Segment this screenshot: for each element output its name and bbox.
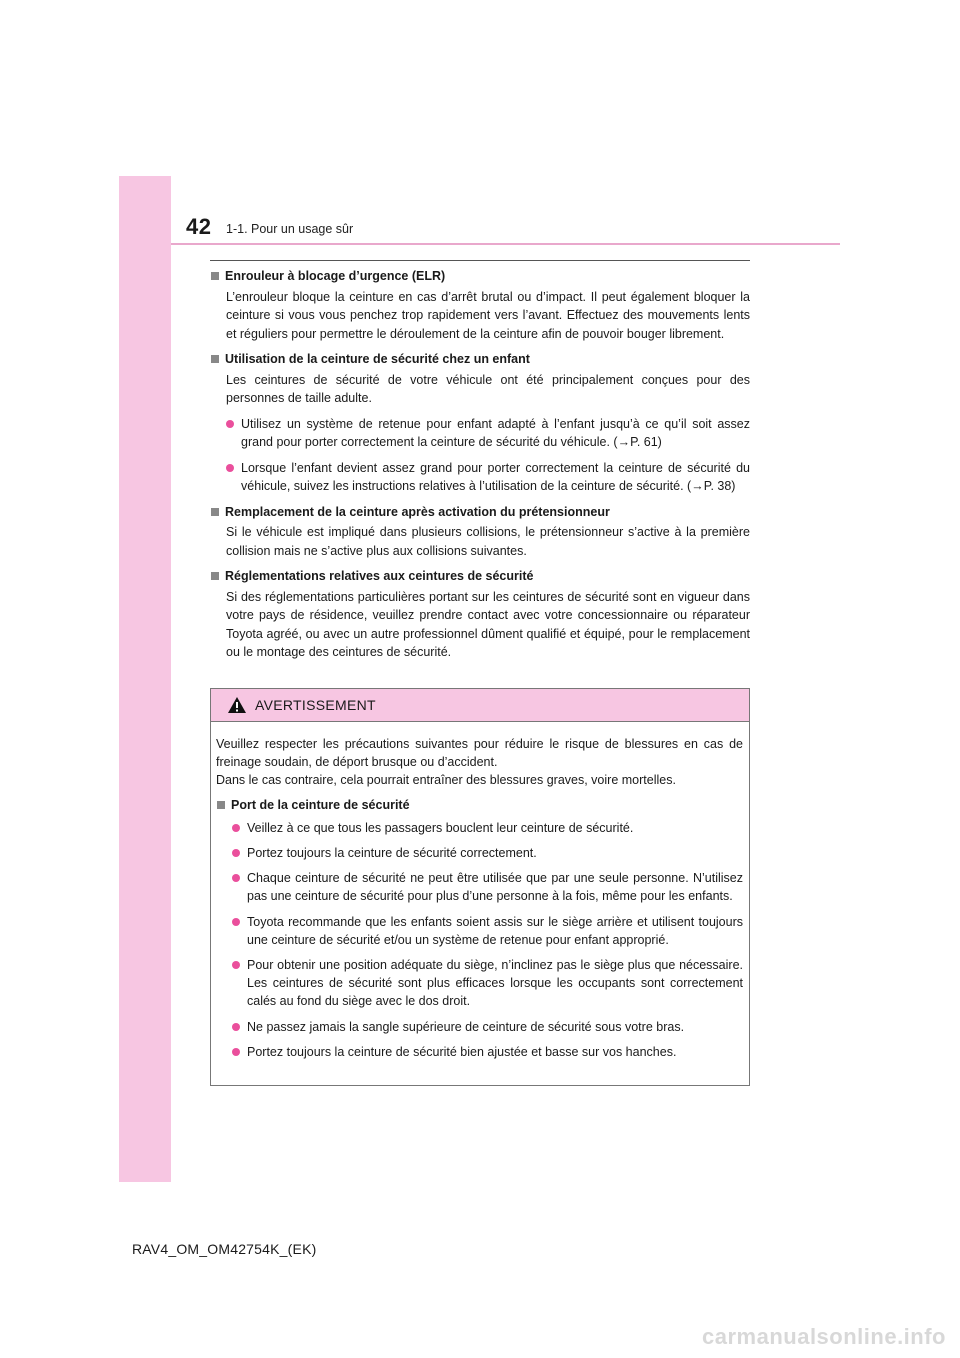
circle-bullet-icon <box>232 1048 240 1056</box>
list-item: Pour obtenir une position adéquate du siège, n’inclinez pas le siège plus que nécessaire. Les ceintures de sécurité sont plus efficaces lorsque les occupants sont correctement calés au fond du siège avec le dos droit. <box>232 956 743 1011</box>
section-text-regulations: Si des réglementations particulières portant sur les ceintures de sécurité sont en vigueur dans votre pays de résidence, veuillez prendre contact avec votre concessionnaire ou réparateur Toyota agréé, ou avec un autre professionnel dûment qualifié et équipé, pour le remplacement ou le montage des ceintures de sécurité. <box>226 589 750 659</box>
warning-triangle-icon <box>227 696 247 714</box>
list-item: Veillez à ce que tous les passagers bouclent leur ceinture de sécurité. <box>232 819 743 837</box>
content-top-rule <box>210 260 750 261</box>
warning-heading: Port de la ceinture de sécurité <box>216 796 743 814</box>
list-item: Chaque ceinture de sécurité ne peut être utilisée que par une seule personne. N’utilisez pas une ceinture de sécurité pour plus d’une personne à la fois, même pour les enfants. <box>232 869 743 905</box>
circle-bullet-icon <box>226 464 234 472</box>
section-heading-pretensioner: Remplacement de la ceinture après activation du prétensionneur <box>210 503 750 522</box>
list-item: Toyota recommande que les enfants soient assis sur le siège arrière et utilisent toujours une ceinture de sécurité et/ou un système de retenue pour enfant approprié. <box>232 913 743 949</box>
square-bullet-icon <box>211 572 219 580</box>
square-bullet-icon <box>211 272 219 280</box>
section-text-elr: L’enrouleur bloque la ceinture en cas d’arrêt brutal ou d’impact. Il peut également bloquer la ceinture si vous vous penchez trop rapidement vers l’avant. Effectuez des mouvements lents et réguliers pour permettre le déroulement de la ceinture afin de pouvoir bouger librement. <box>226 289 750 341</box>
square-bullet-icon <box>211 508 219 516</box>
circle-bullet-icon <box>232 918 240 926</box>
warning-title: AVERTISSEMENT <box>255 697 376 713</box>
warning-intro: Veuillez respecter les précautions suivantes pour réduire le risque de blessures en cas de freinage soudain, de déport brusque ou d’accident. Dans le cas contraire, cela pourrait entraîner des blessures graves, voire mortelles. <box>216 737 743 788</box>
circle-bullet-icon <box>232 824 240 832</box>
page-number: 42 <box>186 214 212 239</box>
circle-bullet-icon <box>232 961 240 969</box>
header-rule <box>171 243 840 245</box>
warning-header <box>211 689 749 722</box>
circle-bullet-icon <box>232 1023 240 1031</box>
list-item: Portez toujours la ceinture de sécurité bien ajustée et basse sur vos hanches. <box>232 1043 743 1061</box>
side-tab-bar <box>119 176 171 1182</box>
square-bullet-icon <box>211 355 219 363</box>
list-item: Lorsque l’enfant devient assez grand pour porter correctement la ceinture de sécurité du véhicule, suivez les instructions relatives à l’utilisation de la ceinture de sécurité. (→P. 38) <box>226 459 750 496</box>
circle-bullet-icon <box>232 849 240 857</box>
section-title: 1-1. Pour un usage sûr <box>226 222 354 236</box>
warning-box <box>210 688 750 1086</box>
list-item: Utilisez un système de retenue pour enfant adapté à l’enfant jusqu’à ce qu’il soit assez grand pour porter correctement la ceinture de sécurité du véhicule. (→P. 61) <box>226 415 750 452</box>
section-text-pretensioner: Si le véhicule est impliqué dans plusieurs collisions, le prétensionneur s’active à la première collision mais ne s’active plus aux collisions suivantes. <box>226 525 750 558</box>
section-heading-elr: Enrouleur à blocage d’urgence (ELR) <box>210 267 750 286</box>
section-heading-regulations: Réglementations relatives aux ceintures de sécurité <box>210 567 750 586</box>
main-content <box>210 267 750 669</box>
footer-doc-id: RAV4_OM_OM42754K_(EK) <box>132 1241 317 1257</box>
list-item: Portez toujours la ceinture de sécurité correctement. <box>232 844 743 862</box>
section-heading-child: Utilisation de la ceinture de sécurité chez un enfant <box>210 350 750 369</box>
list-item: Ne passez jamais la sangle supérieure de ceinture de sécurité sous votre bras. <box>232 1018 743 1036</box>
warning-body <box>211 722 749 1061</box>
watermark: carmanualsonline.info <box>702 1324 946 1349</box>
circle-bullet-icon <box>226 420 234 428</box>
square-bullet-icon <box>217 801 225 809</box>
circle-bullet-icon <box>232 874 240 882</box>
section-text-child: Les ceintures de sécurité de votre véhicule ont été principalement conçues pour des personnes de taille adulte. <box>226 372 750 405</box>
